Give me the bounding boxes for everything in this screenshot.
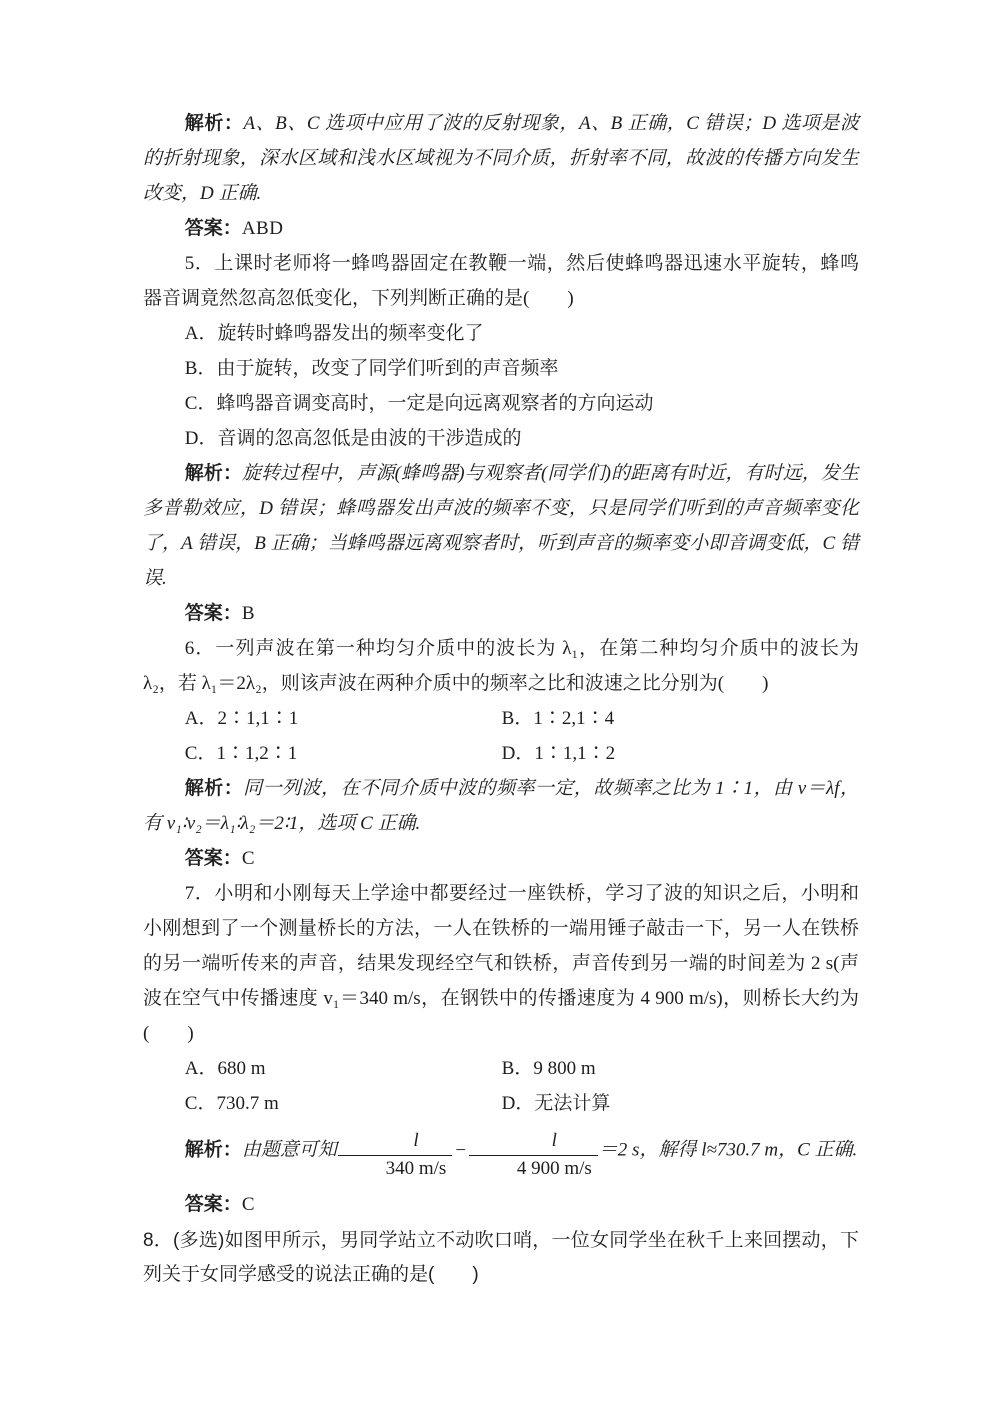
q7-answer-value: C [241, 1194, 255, 1216]
q7-options-row-2 [143, 1086, 859, 1121]
fraction-denominator: 4 900 m/s [516, 1157, 592, 1179]
fraction-numerator: l [469, 1129, 598, 1156]
q7-option-c: C．730.7 m [184, 1093, 279, 1114]
q6-option-a: A．2∶1,1∶1 [184, 708, 299, 729]
fraction-air [338, 1129, 453, 1181]
solution-label: 解析： [184, 113, 244, 134]
q6-solution [143, 771, 859, 841]
q5-solution-text: 旋转过程中，声源(蜂鸣器)与观察者(同学们)的距离有时近，有时远，发生多普勒效应，D 错误；蜂鸣器发出声波的频率不变，只是同学们听到的声音频率变化了，A 错误，B 正确；当蜂鸣器远离观察者时，听到声音的频率变小即音调变低，C 错误. [143, 463, 859, 589]
q6-stem: 6．一列声波在第一种均匀介质中的波长为 λ₁，在第二种均匀介质中的波长为 λ₂，若 λ₁＝2λ₂，则该声波在两种介质中的频率之比和波速之比分别为( ) [143, 638, 859, 694]
q6-options-row-1 [143, 701, 859, 736]
q5-stem: 5．上课时老师将一蜂鸣器固定在教鞭一端，然后使蜂鸣器迅速水平旋转，蜂鸣器音调竟然忽高忽低变化，下列判断正确的是( ) [143, 253, 859, 309]
q7-option-d: D．无法计算 [501, 1093, 611, 1114]
q7-solution [143, 1121, 859, 1187]
q6-option-b: B．1∶2,1∶4 [501, 708, 615, 729]
q4-solution [143, 106, 859, 211]
q6-answer [143, 841, 859, 876]
minus-sign: − [455, 1139, 467, 1161]
solution-label: 解析： [184, 778, 244, 799]
q6-answer-value: C [241, 848, 255, 869]
q6-option-d: D．1∶1,1∶2 [501, 743, 616, 764]
page-content [143, 106, 859, 1292]
solution-label: 解析： [184, 463, 243, 484]
fraction-steel [469, 1129, 598, 1181]
q5-option-d: D．音调的忽高忽低是由波的干涉造成的 [184, 428, 522, 449]
q4-solution-text: A、B、C 选项中应用了波的反射现象，A、B 正确，C 错误；D 选项是波的折射现象，深水区域和浅水区域视为不同介质，折射率不同，故波的传播方向发生改变，D 正确. [143, 113, 859, 204]
fraction-denominator: 340 m/s [385, 1157, 447, 1179]
solution-label: 解析： [184, 1139, 242, 1161]
q4-answer-value: ABD [241, 218, 284, 239]
q4-answer [143, 211, 859, 246]
q5-option-c: C．蜂鸣器音调变高时，一定是向远离观察者的方向运动 [184, 393, 654, 414]
q7-solution-prefix: 由题意可知 [241, 1139, 337, 1161]
q7-solution-suffix: ＝2 s，解得 l≈730.7 m，C 正确. [598, 1139, 858, 1161]
answer-label: 答案： [184, 603, 242, 624]
q7-option-a: A．680 m [184, 1058, 266, 1079]
q5-solution [143, 456, 859, 596]
q5-answer-value: B [241, 603, 255, 624]
q5-option-b: B．由于旋转，改变了同学们听到的声音频率 [184, 358, 559, 379]
q7-stem: 7．小明和小刚每天上学途中都要经过一座铁桥，学习了波的知识之后，小明和小刚想到了一个测量桥长的方法，一人在铁桥的一端用锤子敲击一下，另一人在铁桥的另一端听传来的声音，结果发现经空气和铁桥，声音传到另一端的时间差为 2 s(声波在空气中传播速度 v₁＝340 m/s，在钢铁中的传播速度为 4 900 m/s)，则桥长大约为( ) [143, 883, 859, 1044]
q6-solution-text: 同一列波，在不同介质中波的频率一定，故频率之比为 1∶1，由 v＝λf，有 v₁∶v₂＝λ₁∶λ₂＝2∶1，选项 C 正确. [143, 778, 859, 834]
fraction-numerator: l [338, 1129, 453, 1156]
answer-label: 答案： [184, 1194, 242, 1216]
q6-option-c: C．1∶1,2∶1 [184, 743, 298, 764]
q7-answer [143, 1187, 859, 1222]
q5-answer [143, 596, 859, 631]
answer-label: 答案： [184, 218, 242, 239]
q7-option-b: B．9 800 m [501, 1058, 596, 1079]
q7-options-row-1 [143, 1051, 859, 1086]
q8-stem: 8．(多选)如图甲所示，男同学站立不动吹口哨，一位女同学坐在秋千上来回摆动，下列关于女同学感受的说法正确的是( ) [143, 1230, 859, 1286]
q5-option-a: A．旋转时蜂鸣器发出的频率变化了 [184, 323, 484, 344]
answer-label: 答案： [184, 848, 242, 869]
q6-options-row-2 [143, 736, 859, 771]
